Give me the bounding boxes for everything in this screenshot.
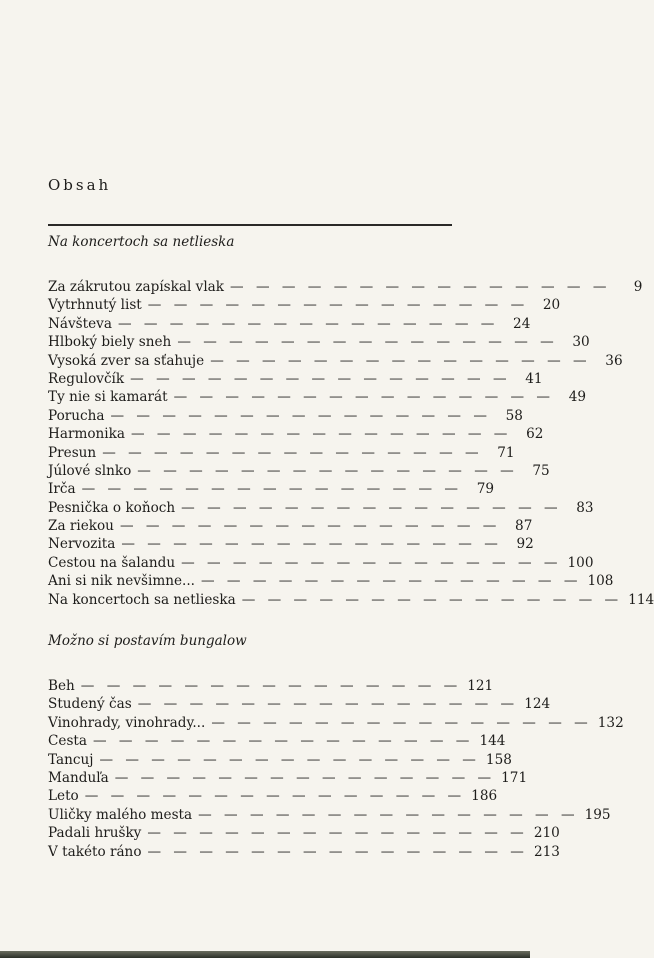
- toc-entry: [48, 806, 611, 824]
- toc-entry-title: Irča: [48, 481, 76, 498]
- toc-entry-title: Na koncertoch sa netlieska: [48, 591, 236, 608]
- dash-leader: — — — — — — — — — — — — — — —: [181, 499, 562, 516]
- dash-leader: — — — — — — — — — — — — — — —: [93, 733, 474, 750]
- toc-entry-title: Regulovčík: [48, 370, 125, 387]
- toc-entry-page: 9: [633, 279, 643, 295]
- toc-entry-title: Za riekou: [48, 518, 114, 535]
- dash-leader: — — — — — — — — — — — — — — —: [99, 751, 480, 768]
- toc-entry-page: 124: [524, 696, 551, 713]
- toc-entry-title: Padali hrušky: [48, 825, 142, 842]
- dash-leader: — — — — — — — — — — — — — — —: [130, 426, 512, 443]
- toc-entry: [48, 554, 594, 572]
- toc-entry-title: Cesta: [48, 733, 87, 750]
- toc-entry-page: 158: [485, 751, 512, 768]
- toc-entry-page: 20: [542, 297, 561, 314]
- dash-leader: — — — — — — — — — — — — — — —: [81, 481, 462, 498]
- toc-entry-page: 195: [584, 806, 611, 823]
- toc-entry: [48, 480, 494, 498]
- dash-leader: — — — — — — — — — — — — — — —: [177, 334, 558, 351]
- dash-leader: — — — — — — — — — — — — — — —: [230, 279, 611, 295]
- dash-leader: — — — — — — — — — — — — — — —: [241, 591, 623, 608]
- dash-leader: — — — — — — — — — — — — — — —: [198, 806, 579, 823]
- dash-leader: — — — — — — — — — — — — — — —: [147, 297, 529, 314]
- toc-entry-title: Beh: [48, 678, 75, 694]
- toc-entry-page: 79: [476, 481, 494, 498]
- dash-leader: — — — — — — — — — — — — — — —: [137, 696, 519, 713]
- toc-entry-page: 186: [471, 788, 498, 805]
- toc-entry-page: 62: [526, 426, 544, 443]
- toc-entry: [48, 499, 594, 517]
- dash-leader: — — — — — — — — — — — — — — —: [210, 352, 591, 369]
- toc-entry-title: Júlové slnko: [48, 462, 132, 479]
- toc-entry-title: Porucha: [48, 407, 105, 424]
- toc-entry: [48, 591, 654, 609]
- toc-list-1: [48, 278, 654, 609]
- toc-entry-title: Presun: [48, 444, 97, 461]
- toc-entry-title: V takéto ráno: [48, 843, 142, 860]
- toc-entry-page: 71: [497, 444, 515, 461]
- page-title: Obsah: [48, 176, 112, 194]
- section-title-2: Možno si postavím bungalow: [48, 633, 247, 649]
- toc-entry-title: Návšteva: [48, 315, 112, 332]
- toc-entry-title: Za zákrutou zapískal vlak: [48, 279, 225, 295]
- toc-entry: [48, 462, 550, 480]
- toc-entry-page: 36: [605, 352, 623, 369]
- toc-entry-page: 144: [479, 733, 506, 750]
- toc-entry: [48, 407, 523, 425]
- toc-entry-title: Nervozita: [48, 536, 116, 553]
- dash-leader: — — — — — — — — — — — — — — —: [173, 389, 554, 406]
- toc-entry: [48, 714, 624, 732]
- toc-entry-title: Tancuj: [48, 751, 94, 768]
- toc-entry: [48, 315, 531, 333]
- toc-entry-title: Studený čas: [48, 696, 132, 713]
- heading-rule: [48, 224, 452, 226]
- dash-leader: — — — — — — — — — — — — — — —: [181, 554, 562, 571]
- dash-leader: — — — — — — — — — — — — — — —: [102, 444, 483, 461]
- toc-entry: [48, 388, 586, 406]
- toc-entry-title: Ani si nik nevšimne...: [48, 573, 196, 590]
- toc-entry-page: 171: [501, 769, 528, 786]
- toc-entry-title: Vinohrady, vinohrady...: [48, 714, 206, 731]
- toc-entry-page: 213: [533, 843, 560, 860]
- toc-entry-page: 114: [628, 591, 654, 608]
- dash-leader: — — — — — — — — — — — — — — —: [137, 462, 518, 479]
- toc-entry-page: 30: [572, 334, 590, 351]
- dash-leader: — — — — — — — — — — — — — — —: [121, 536, 502, 553]
- toc-entry: [48, 769, 528, 787]
- toc-entry: [48, 843, 560, 861]
- dash-leader: — — — — — — — — — — — — — — —: [119, 518, 501, 535]
- toc-entry-title: Uličky malého mesta: [48, 806, 193, 823]
- dash-leader: — — — — — — — — — — — — — — —: [147, 843, 528, 860]
- toc-entry-page: 210: [533, 825, 560, 842]
- toc-entry-title: Vysoká zver sa sťahuje: [48, 352, 205, 369]
- toc-entry: [48, 824, 560, 842]
- dash-leader: — — — — — — — — — — — — — — —: [80, 678, 462, 694]
- toc-entry-title: Pesnička o koňoch: [48, 499, 176, 516]
- toc-entry: [48, 517, 533, 535]
- dash-leader: — — — — — — — — — — — — — — —: [110, 407, 491, 424]
- toc-entry-title: Ty nie si kamarát: [48, 389, 168, 406]
- toc-entry: [48, 333, 590, 351]
- toc-entry: [48, 751, 512, 769]
- toc-entry-page: 41: [525, 370, 543, 387]
- toc-entry: [48, 695, 551, 713]
- section-title-1: Na koncertoch sa netlieska: [48, 234, 235, 250]
- toc-entry-page: 121: [467, 678, 494, 694]
- toc-entry-title: Leto: [48, 788, 79, 805]
- dash-leader: — — — — — — — — — — — — — — —: [114, 769, 496, 786]
- toc-entry-title: Vytrhnutý list: [48, 297, 142, 314]
- toc-entry: [48, 352, 623, 370]
- toc-entry: [48, 278, 643, 296]
- toc-entry: [48, 425, 544, 443]
- toc-entry-title: Cestou na šalandu: [48, 554, 176, 571]
- toc-entry-page: 108: [587, 573, 614, 590]
- dash-leader: — — — — — — — — — — — — — — —: [117, 315, 499, 332]
- toc-entry-page: 92: [516, 536, 534, 553]
- toc-entry: [48, 370, 543, 388]
- toc-entry-page: 132: [597, 714, 624, 731]
- toc-entry-title: Harmonika: [48, 426, 125, 443]
- toc-entry-page: 58: [505, 407, 523, 424]
- toc-entry-page: 49: [568, 389, 586, 406]
- dash-leader: — — — — — — — — — — — — — — —: [211, 714, 592, 731]
- dash-leader: — — — — — — — — — — — — — — —: [201, 573, 582, 590]
- toc-entry-title: Manduľa: [48, 769, 109, 786]
- toc-entry: [48, 787, 498, 805]
- dash-leader: — — — — — — — — — — — — — — —: [147, 825, 528, 842]
- toc-entry: [48, 732, 506, 750]
- toc-entry-page: 100: [567, 554, 594, 571]
- toc-list-2: [48, 677, 624, 861]
- toc-entry-page: 83: [576, 499, 594, 516]
- toc-entry: [48, 572, 614, 590]
- dash-leader: — — — — — — — — — — — — — — —: [130, 370, 511, 387]
- toc-entry-page: 87: [515, 518, 533, 535]
- toc-entry-page: 24: [513, 315, 531, 332]
- dash-leader: — — — — — — — — — — — — — — —: [84, 788, 466, 805]
- toc-entry: [48, 444, 515, 462]
- toc-entry-title: Hlboký biely sneh: [48, 334, 172, 351]
- toc-entry: [48, 677, 494, 695]
- toc-entry: [48, 296, 561, 314]
- toc-entry-page: 75: [532, 462, 550, 479]
- page-bottom-edge: [0, 951, 600, 958]
- toc-entry: [48, 535, 534, 553]
